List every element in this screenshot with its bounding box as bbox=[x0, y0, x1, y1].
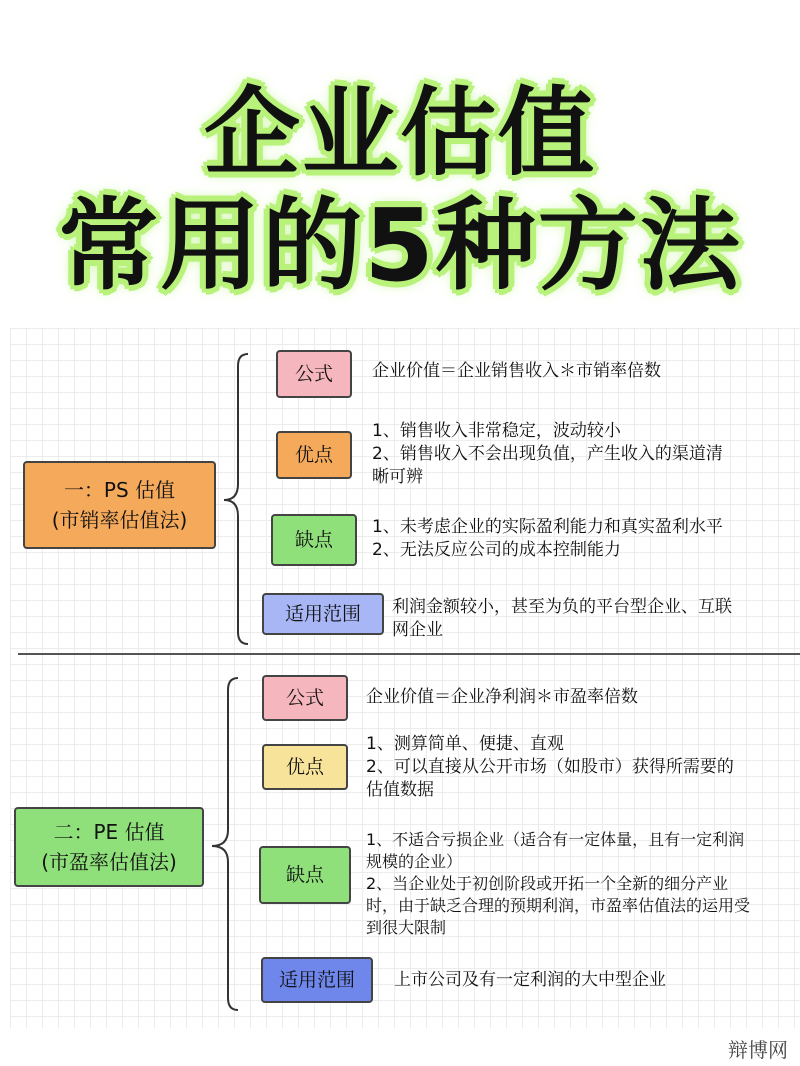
pe-cons-line-3: 2、当企业处于初创阶段或开拓一个全新的细分产业 bbox=[366, 874, 729, 893]
pe-cons-line-1: 1、不适合亏损企业（适合有一定体量，且有一定利润 bbox=[366, 830, 745, 849]
ps-scope-label: 适用范围 bbox=[262, 593, 384, 635]
ps-method-box bbox=[23, 461, 216, 549]
pe-cons-line-5: 到很大限制 bbox=[366, 918, 447, 937]
section-divider bbox=[18, 653, 800, 655]
ps-bracket bbox=[216, 350, 256, 648]
ps-cons-line-2: 2、无法反应公司的成本控制能力 bbox=[372, 540, 621, 560]
pe-method-title: 二：PE 估值 bbox=[53, 820, 165, 844]
watermark: 辩博网 bbox=[728, 1038, 788, 1062]
pe-pros-text bbox=[366, 733, 734, 802]
title-line-1: 企业估值 bbox=[204, 77, 596, 189]
pe-pros-line-3: 估值数据 bbox=[366, 780, 434, 800]
ps-pros-line-3: 晰可辨 bbox=[372, 467, 423, 487]
pe-formula-label: 公式 bbox=[262, 675, 348, 721]
ps-scope-line-2: 网企业 bbox=[392, 620, 443, 640]
ps-cons-text bbox=[372, 516, 723, 562]
pe-cons-line-4: 时，由于缺乏合理的预期利润，市盈率估值法的运用受 bbox=[366, 896, 751, 915]
ps-pros-label: 优点 bbox=[276, 431, 352, 479]
pe-method-box bbox=[14, 807, 204, 887]
title-line-2: 常用的5种方法 bbox=[58, 187, 742, 304]
ps-pros-line-2: 2、销售收入不会出现负值，产生收入的渠道清 bbox=[372, 444, 723, 464]
ps-pros-line-1: 1、销售收入非常稳定，波动较小 bbox=[372, 421, 621, 441]
ps-scope-text bbox=[392, 596, 732, 642]
pe-method-subtitle: (市盈率估值法) bbox=[41, 850, 177, 874]
pe-cons-line-2: 规模的企业） bbox=[366, 852, 463, 871]
pe-pros-label: 优点 bbox=[262, 744, 348, 790]
ps-cons-label: 缺点 bbox=[271, 514, 357, 566]
ps-pros-text bbox=[372, 420, 723, 489]
pe-pros-line-1: 1、测算简单、便捷、直观 bbox=[366, 734, 564, 754]
pe-cons-text bbox=[366, 829, 750, 939]
pe-cons-label: 缺点 bbox=[259, 846, 351, 904]
ps-cons-line-1: 1、未考虑企业的实际盈利能力和真实盈利水平 bbox=[372, 517, 723, 537]
pe-pros-line-2: 2、可以直接从公开市场（如股市）获得所需要的 bbox=[366, 757, 734, 777]
ps-method-title: 一：PS 估值 bbox=[63, 478, 176, 502]
ps-scope-line-1: 利润金额较小，甚至为负的平台型企业、互联 bbox=[392, 597, 732, 617]
ps-formula-text: 企业价值＝企业销售收入＊市销率倍数 bbox=[372, 361, 661, 381]
ps-method-subtitle: (市销率估值法) bbox=[51, 508, 188, 532]
pe-formula-text: 企业价值＝企业净利润＊市盈率倍数 bbox=[366, 687, 638, 707]
pe-scope-label: 适用范围 bbox=[261, 957, 373, 1003]
ps-formula-label: 公式 bbox=[276, 350, 352, 398]
pe-bracket bbox=[204, 674, 244, 1014]
pe-scope-text: 上市公司及有一定利润的大中型企业 bbox=[394, 970, 666, 990]
